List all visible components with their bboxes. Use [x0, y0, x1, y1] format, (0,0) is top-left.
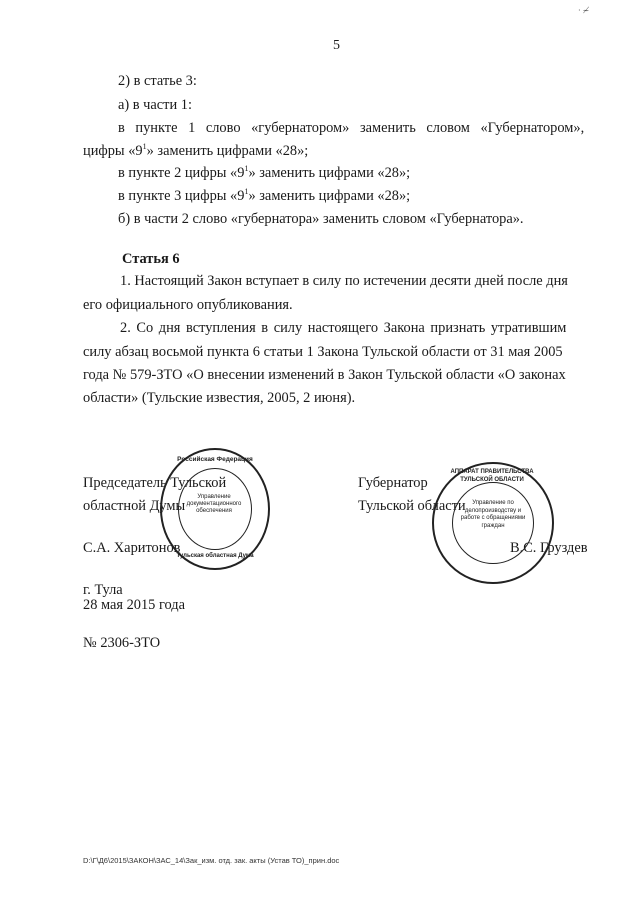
- left-signatory-title2: областной Думы: [83, 498, 186, 514]
- paragraph-part2: б) в части 2 слово «губернатора» заменить словом «Губернатора».: [118, 211, 524, 227]
- paragraph-point1: в пункте 1 слово «губернатором» заменить словом «Губернатором»,: [118, 120, 585, 136]
- page-number: 5: [333, 38, 340, 53]
- right-signatory-title2: Тульской области: [358, 498, 466, 514]
- left-signatory-name: С.А. Харитонов: [83, 540, 181, 556]
- paragraph-point1-cont: цифры «$9^1$» заменить цифрами «28»;: [83, 142, 309, 159]
- article6-item2-line4: области» (Тульские известия, 2005, 2 июня).: [83, 390, 356, 406]
- law-number: № 2306-ЗТО: [83, 635, 161, 651]
- right-signatory-name: В.С. Груздев: [510, 540, 588, 556]
- left-seal-center: Управление документационного обеспечения: [186, 494, 242, 514]
- left-official-seal: [160, 448, 270, 570]
- corner-mark: · ≁: [578, 6, 590, 15]
- left-seal-ring-bottom: Тульская областная Дума: [176, 553, 254, 559]
- paragraph-point2: в пункте 2 цифры «$9^1$» заменить цифрами «28»;: [118, 164, 411, 181]
- left-seal-ring-top: Российская Федерация: [177, 456, 253, 463]
- right-seal-center: Управление по делопроизводству и работе с обращениями граждан: [460, 500, 526, 529]
- place: г. Тула: [83, 582, 123, 598]
- paragraph-part1: а) в части 1:: [118, 97, 192, 113]
- right-official-seal: [432, 462, 554, 584]
- paragraph-article3: 2) в статье 3:: [118, 73, 197, 89]
- left-signatory-title1: Председатель Тульской: [83, 475, 227, 491]
- article-title: Статья 6: [122, 251, 180, 267]
- article6-item1-line2: его официального опубликования.: [83, 297, 293, 313]
- paragraph-point3: в пункте 3 цифры «$9^1$» заменить цифрами «28»;: [118, 187, 411, 204]
- article6-item1-line1: 1. Настоящий Закон вступает в силу по истечении десяти дней после дня: [120, 273, 568, 289]
- right-seal-ring: АППАРАТ ПРАВИТЕЛЬСТВА ТУЛЬСКОЙ ОБЛАСТИ: [450, 469, 534, 483]
- signing-date: 28 мая 2015 года: [83, 597, 186, 613]
- article6-item2-line2: силу абзац восьмой пункта 6 статьи 1 Закона Тульской области от 31 мая 2005: [83, 344, 563, 360]
- article6-item2-line3: года № 579-ЗТО «О внесении изменений в Закон Тульской области «О законах: [83, 367, 566, 383]
- footer-file-path: D:\Г\Д6\2015\ЗАКОН\ЗАС_14\Зак_изм. отд. зак. акты (Устав ТО)_прин.doc: [83, 856, 340, 865]
- article6-item2-line1: 2. Со дня вступления в силу настоящего Закона признать утратившим: [120, 320, 567, 336]
- right-signatory-title1: Губернатор: [358, 475, 428, 491]
